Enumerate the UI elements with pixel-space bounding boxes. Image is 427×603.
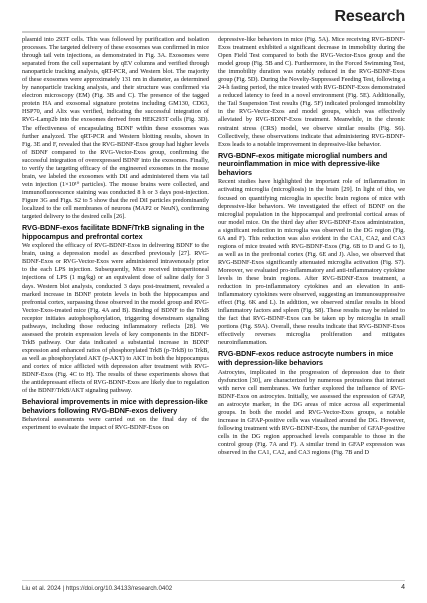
section-heading: Behavioral improvements in mice with depression-like behaviors following RVG-BDNF-exos delivery: [22, 397, 208, 415]
section-heading: RVG-BDNF-exos facilitate BDNF/TrkB signaling in the hippocampus and prefrontal cortex: [22, 223, 205, 241]
section-heading: RVG-BDNF-exos reduce astrocyte numbers in mice with depression-like behaviors: [218, 349, 394, 368]
footer-citation[interactable]: Liu et al. 2024 | https://doi.org/10.34133/research.0402: [22, 585, 173, 592]
left-column: [22, 36, 209, 432]
paragraph: Recent studies have highlighted the important role of inflammation in activating microglia (microgliosis) in the brain [29]. In light of this, we focused on quantifying microglia in specific brain regions of mice with depressive-like behaviors. We investigated the effect of BDNF on the microglial population in the hippocampal and prefrontal cortical areas of our model mice. On the third day after RVG-BDNF-Exos administration, a significant reduction in microglia was observed in the DG region (Fig. 6A and F). This reduction was also evident in the CA1, CA2, and CA3 regions of mice treated with RVG-BDNF-Exos (Fig. 6B to D and G to I), as well as in the prefrontal cortex (Fig. 6E and J). Also, we observed that RVG-BDNF-Exos significantly attenuated microglia activation (Fig. S7). Moreover, we evaluated pro-inflammatory and anti-inflammatory cytokine levels in these brain regions. After RVG-BDNF-Exos treatment, a reduction in pro-inflammatory cytokines and an elevation in anti-inflammatory cytokines were observed, suggesting an immunosuppressive effect (Fig. 6K and L). In addition, we observed similar results in blood inflammatory factors and spleen (Fig. S8). These results may be related to the fact that RVG-BDNF-Exos can be taken up by microglia in small portions (Fig. S9A). Overall, these results indicate that RVG-BDNF-Exos effectively reverses microglia proliferation and mitigates neuroinflammation.: [218, 178, 406, 347]
paragraph: We explored the efficacy of RVG-BDNF-Exos in delivering BDNF to the brain, using a depression model as described previously [27]. RVG-BDNF-Exos or RVG-Vector-Exos were administered intravenously prior to the each LPS injection. Subsequently, Mice received intraperitoneal injections of LPS (1 mg/kg) or an equivalent dose of saline daily for 3 days. Western blot analysis, conducted 3 days post-treatment, revealed a marked increase in BDNF protein levels in both the hippocampus and prefrontal cortex, surpassing those observed in the model group and RVG-Vector-Exos-treated mice (Fig. 4A and B). Binding of BDNF to the TrkB receptor initiates autophosphorylation, triggering downstream signaling pathways, including those reducing inflammatory reflects [28]. We assessed the protein expression levels of key components in the BDNF-TrkB pathway. Our data indicated a substantial increase in BDNF expression and enhanced ratios of phosphorylated TrkB (p-TrkB) to TrkB, as well as phosphorylated AKT (p-AKT) to AKT in both the hippocampus and cortex of mice afflicted with depression after treatment with RVG-BDNF-Exos (Fig. 4C to H). The results of these experiments shows that the antidepressant effects of RVG-BDNF-Exos are likely due to regulation of the BDNF/TrkB/AKT signaling pathway.: [22, 242, 209, 395]
paragraph: depressive-like behaviors in mice (Fig. 5A). Mice receiving RVG-BDNF-Exos treatment exhibited a significant decrease in immobility during the Open Field Test compared to both the RVG-Vector-Exos group and the model group (Fig. 5B and C). Furthermore, in the Forced Swimming Test, the immobility duration was notably reduced in the RVG-BDNF-Exos group (Fig. 5D). During the Novelty-Suppressed Feeding Test, following a 24-h fasting period, the mice treated with RVG-BDNF-Exos demonstrated a reduced latency to feed in a novel environment (Fig. 5E). Additionally, the Tail Suspension Test results (Fig. 5F) indicated prolonged immobility in the RVG-Vector-Exos and model groups, which was effectively alleviated by RVG-BDNF-Exos treatment. Meanwhile, in the chronic restraint stress (CRS) model, we observe similar results (Fig. S6). Collectively, these observations indicate that administering RVG-BDNF-Exos leads to a notable improvement in depressive-like behavior.: [218, 36, 405, 148]
paragraph: Astrocytes, implicated in the progression of depression due to their dysfunction [30], are characterized by numerous protrusions that interact with nerve cell membranes. We further explored the influence of RVG-BDNF-Exos on astrocytes. Initially, we assessed the expression of GFAP, an astrocyte marker, in the DG areas of mice across all experimental groups. In both the model and RVG-Vector-Exos groups, a notable increase in GFAP-positive cells was visualized around the DG. However, following treatment with RVG-BDNF-Exos, the number of GFAP-positive cells in the DG region approached levels comparable to those in the control group (Fig. 7A and F). A similar trend in GFAP expression was observed in the CA1, CA2, and CA3 regions (Fig. 7B and D: [218, 368, 405, 457]
section-heading: RVG-BDNF-exos mitigate microglial numbers and neuroinflammation in mice with depressive-like behaviors: [218, 150, 388, 177]
right-column: [218, 36, 405, 457]
paragraph: Behavioral assessments were carried out on the final day of the experiment to evaluate the impact of RVG-BDNF-Exos on: [22, 416, 209, 432]
paragraph: plasmid into 293T cells. This was followed by purification and isolation processes. The targeted delivery of these exosomes was confirmed in mice through tail vein injections, as demonstrated in Fig. 3A. Exosomes were separated from the cell supernatant by qEV columns and verified through nanoparticle tracking analysis, qRT-PCR, and Western blot. The majority of these exosomes were approximately 131 nm in diameter, as determined by nanoparticle tracking analysis, and their structure was confirmed via electron microscopy (EM) (Fig. 3B and C). The presence of the tagged protein HA and exosomal signature proteins including GM130, CD63, HSP70, and Alix was verified, indicating the successful integration of RVG-Lamp2b into the exosomes derived from HEK293T cells (Fig. 3D). The effectiveness of encapsulating BDNF within these exosomes was further analyzed. The qRT-PCR and Western blotting results, shown in Fig. 3E and F, revealed that the RVG-BDNF-Exos group had higher levels of BDNF compared to the RVG-Vector-Exos group, confirming the successful integration of overexpressed BDNF into the exosomes. Finally, to verify the targeting efficacy of the engineered exosomes in the mouse brain, we labeled the exosomes with DiI and administered them via tail vein injection (1×10¹⁰ particles). The mouse brains were collected, and immunofluorescence staining was conducted 8 h or 3 days post-injection. Figure 3G and Figs. S2 to 5 show that the red DiI particles predominantly localized to the cell membranes of neurons (MAP2 or NeuN), confirming targeted delivery to the desired cells [26].: [22, 36, 209, 221]
section-label: Research: [334, 8, 405, 25]
footer-rule: [22, 580, 405, 581]
page-number: 4: [401, 584, 405, 591]
header-rule: [22, 31, 405, 33]
